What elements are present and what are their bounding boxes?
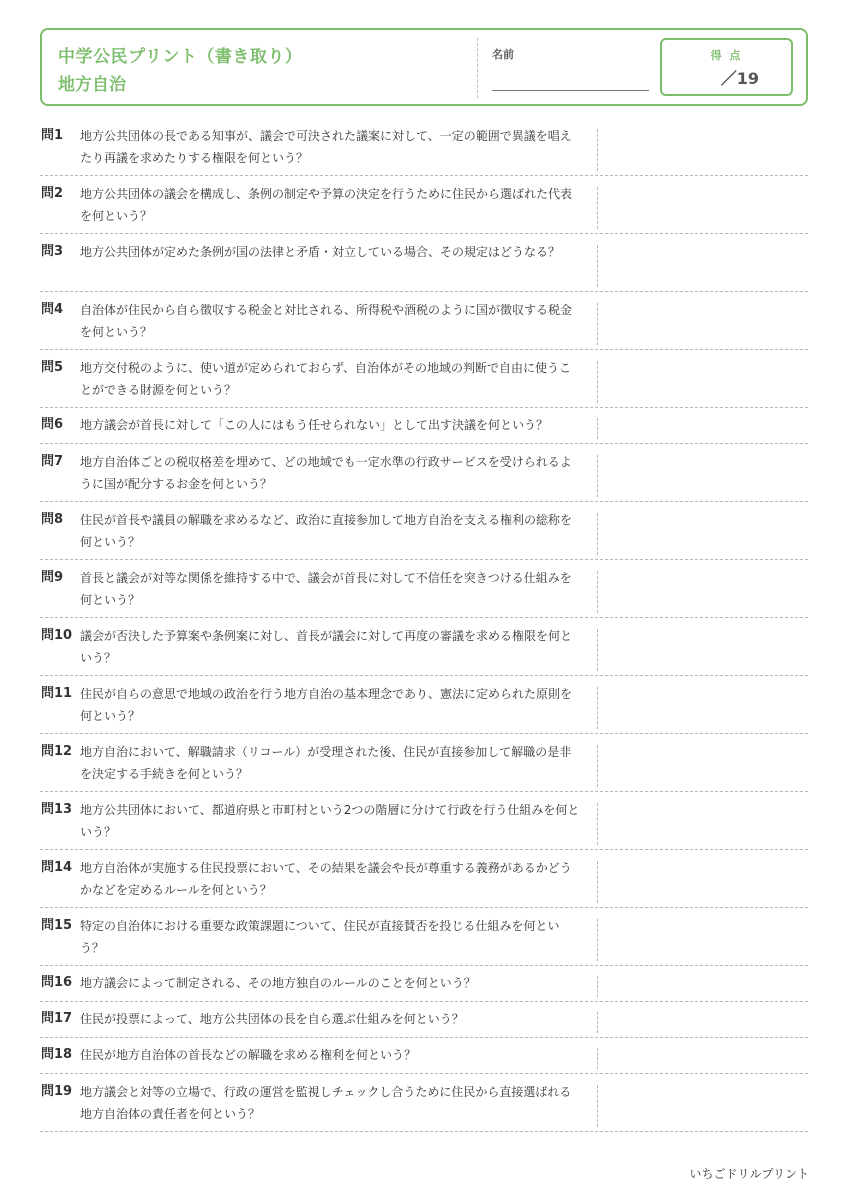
question-text: 地方公共団体において、都道府県と市町村という2つの階層に分けて行政を行う仕組みを何という？ xyxy=(80,803,580,839)
question-text: 住民が地方自治体の首長などの解職を求める権利を何という？ xyxy=(80,1048,417,1062)
question-row xyxy=(40,1074,808,1132)
question-number: 問18 xyxy=(41,1047,73,1062)
question-number: 問10 xyxy=(41,628,73,643)
answer-space[interactable] xyxy=(597,803,808,845)
answer-space[interactable] xyxy=(597,861,808,903)
question-text: 住民が投票によって、地方公共団体の長を自ら選ぶ仕組みを何という？ xyxy=(80,1012,464,1026)
answer-space[interactable] xyxy=(597,455,808,497)
question-row xyxy=(40,350,808,408)
question-row xyxy=(40,676,808,734)
answer-space[interactable] xyxy=(597,187,808,229)
question-row xyxy=(40,618,808,676)
answer-space[interactable] xyxy=(597,687,808,729)
question-number: 問9 xyxy=(41,570,64,585)
question-text: 特定の自治体における重要な政策課題について、住民が直接賛否を投じる仕組みを何という？ xyxy=(80,919,560,955)
question-number: 問5 xyxy=(41,360,64,375)
answer-space[interactable] xyxy=(597,1048,808,1069)
question-row xyxy=(40,118,808,176)
footer-brand: いちごドリルプリント xyxy=(689,1167,809,1181)
answer-space[interactable] xyxy=(597,976,808,997)
question-number: 問14 xyxy=(41,860,73,875)
question-text: 地方公共団体の議会を構成し、条例の制定や予算の決定を行うために住民から選ばれた代表を何という？ xyxy=(80,187,573,223)
question-text: 自治体が住民から自ら徴収する税金と対比される、所得税や酒税のように国が徴収する税金を何という？ xyxy=(80,303,573,339)
question-text: 地方自治体が実施する住民投票において、その結果を議会や長が尊重する義務があるかどうかなどを定めるルールを何という？ xyxy=(80,861,572,897)
answer-space[interactable] xyxy=(597,129,808,171)
question-number: 問7 xyxy=(41,454,64,469)
question-number: 問8 xyxy=(41,512,64,527)
page-subtitle: 地方自治 xyxy=(58,75,126,95)
question-number: 問1 xyxy=(41,128,64,143)
score-label: 得 点 xyxy=(710,49,743,62)
question-text: 地方議会と対等の立場で、行政の運営を監視しチェックし合うために住民から直接選ばれる地方自治体の責任者を何という？ xyxy=(80,1085,572,1121)
answer-space[interactable] xyxy=(597,571,808,613)
question-text: 住民が自らの意思で地域の政治を行う地方自治の基本理念であり、憲法に定められた原則を何という？ xyxy=(80,687,573,723)
question-number: 問11 xyxy=(41,686,73,701)
question-number: 問15 xyxy=(41,918,73,933)
question-text: 地方交付税のように、使い道が定められておらず、自治体がその地域の判断で自由に使うことができる財源を何という？ xyxy=(80,361,572,397)
question-text: 住民が首長や議員の解職を求めるなど、政治に直接参加して地方自治を支える権利の総称を何という？ xyxy=(80,513,573,549)
name-field-line[interactable] xyxy=(492,90,649,91)
question-row xyxy=(40,502,808,560)
question-text: 地方公共団体が定めた条例が国の法律と矛盾・対立している場合、その規定はどうなる？ xyxy=(80,245,561,259)
answer-space[interactable] xyxy=(597,745,808,787)
question-row xyxy=(40,850,808,908)
worksheet-header xyxy=(40,28,808,106)
question-row xyxy=(40,792,808,850)
answer-space[interactable] xyxy=(597,513,808,555)
question-row xyxy=(40,908,808,966)
question-number: 問4 xyxy=(41,302,64,317)
question-row xyxy=(40,444,808,502)
answer-space[interactable] xyxy=(597,303,808,345)
answer-space[interactable] xyxy=(597,1012,808,1033)
question-number: 問6 xyxy=(41,417,64,432)
question-number: 問13 xyxy=(41,802,73,817)
question-text: 地方公共団体の長である知事が、議会で可決された議案に対して、一定の範囲で異議を唱えたり再議を求めたりする権限を何という？ xyxy=(80,129,572,165)
answer-space[interactable] xyxy=(597,245,808,287)
question-row xyxy=(40,734,808,792)
question-number: 問2 xyxy=(41,186,64,201)
answer-space[interactable] xyxy=(597,629,808,671)
question-text: 地方自治において、解職請求（リコール）が受理された後、住民が直接参加して解職の是非を決定する手続きを何という？ xyxy=(80,745,572,781)
answer-space[interactable] xyxy=(597,1085,808,1127)
question-row xyxy=(40,966,808,1002)
question-text: 議会が否決した予算案や条例案に対し、首長が議会に対して再度の審議を求める権限を何という？ xyxy=(80,629,573,665)
question-text: 地方議会が首長に対して「この人にはもう任せられない」として出す決議を何という？ xyxy=(80,418,549,432)
question-number: 問12 xyxy=(41,744,73,759)
question-row xyxy=(40,408,808,444)
question-text: 首長と議会が対等な関係を維持する中で、議会が首長に対して不信任を突きつける仕組みを何という？ xyxy=(80,571,572,607)
question-text: 地方自治体ごとの税収格差を埋めて、どの地域でも一定水準の行政サービスを受けられるように国が配分するお金を何という？ xyxy=(80,455,572,491)
question-row xyxy=(40,1002,808,1038)
header-divider xyxy=(477,38,478,98)
answer-space[interactable] xyxy=(597,361,808,403)
question-row xyxy=(40,292,808,350)
question-list xyxy=(40,118,808,1132)
question-number: 問17 xyxy=(41,1011,73,1026)
score-total: ／19 xyxy=(720,69,759,88)
question-row xyxy=(40,176,808,234)
question-text: 地方議会によって制定される、その地方独自のルールのことを何という？ xyxy=(80,976,476,990)
question-number: 問19 xyxy=(41,1084,73,1099)
question-number: 問3 xyxy=(41,244,64,259)
question-row xyxy=(40,1038,808,1074)
question-row xyxy=(40,234,808,292)
question-row xyxy=(40,560,808,618)
answer-space[interactable] xyxy=(597,919,808,961)
question-number: 問16 xyxy=(41,975,73,990)
page-title: 中学公民プリント（書き取り） xyxy=(58,47,303,67)
name-label: 名前 xyxy=(492,48,514,61)
answer-space[interactable] xyxy=(597,418,808,439)
score-box xyxy=(660,38,793,96)
